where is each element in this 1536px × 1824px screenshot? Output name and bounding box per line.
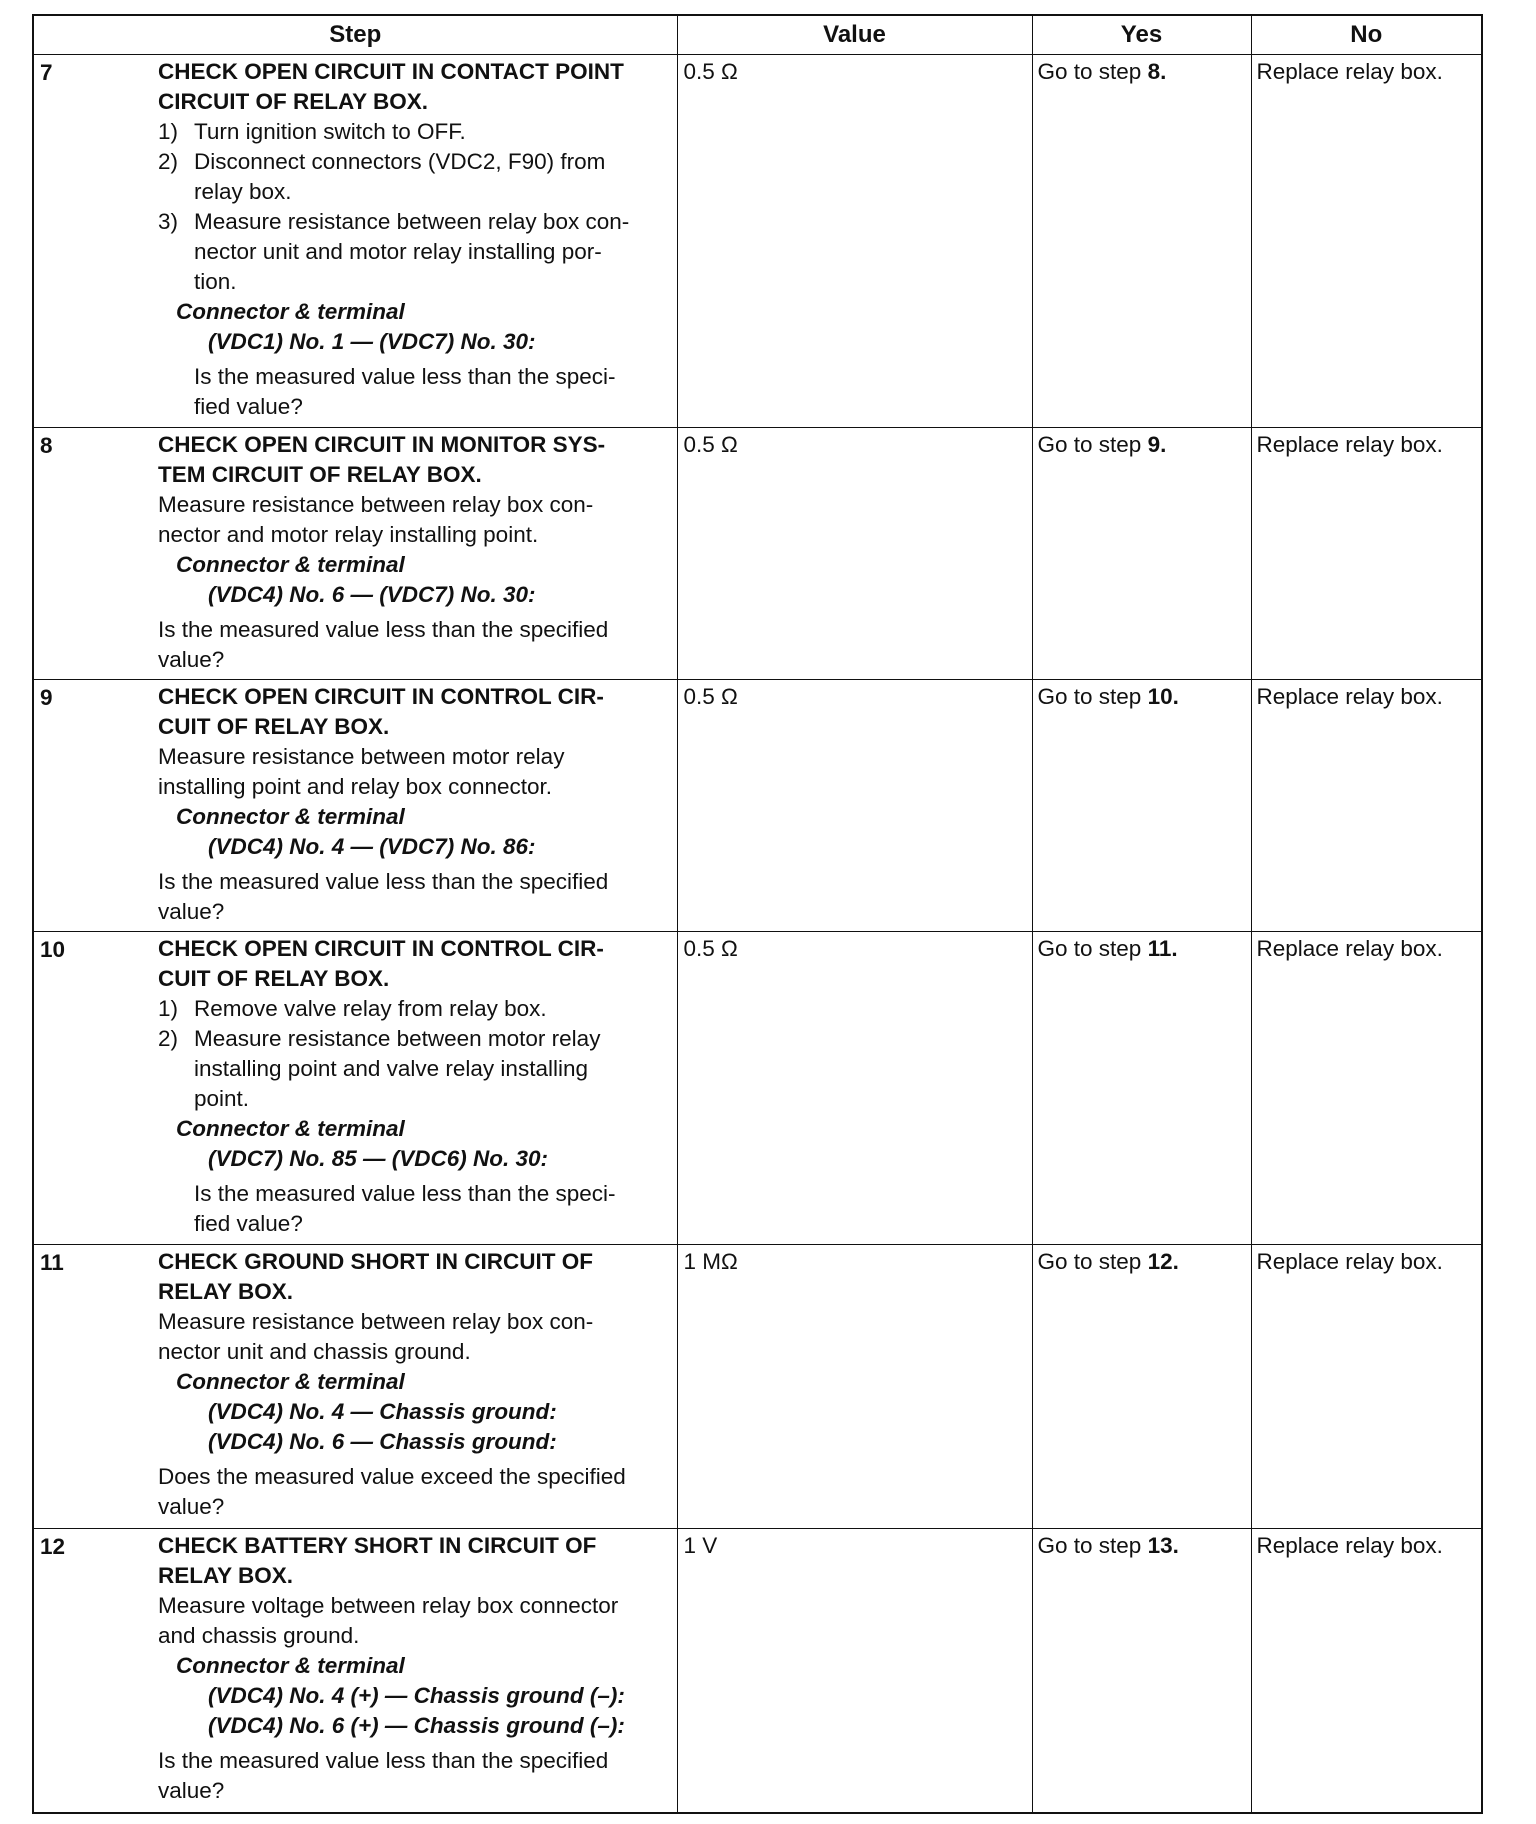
instruction-line: installing point and relay box connector.	[158, 774, 553, 799]
item-number: 1)	[158, 996, 179, 1021]
header-value: Value	[677, 15, 1032, 55]
yes-step-ref: 12.	[1147, 1249, 1179, 1274]
connector-line: (VDC4) No. 6 (+) — Chassis ground (–):	[208, 1713, 625, 1738]
instruction-item	[158, 207, 673, 297]
connector-heading: Connector & terminal	[176, 804, 405, 829]
question-line: fied value?	[194, 394, 303, 419]
yes-text: Go to step	[1037, 1533, 1148, 1558]
question-line: Is the measured value less than the specified	[158, 617, 609, 642]
instruction-line: nector unit and chassis ground.	[158, 1339, 471, 1364]
instruction-item	[158, 994, 673, 1024]
instruction-line: Measure resistance between motor relay	[158, 744, 565, 769]
connector-line: (VDC4) No. 6 — (VDC7) No. 30:	[208, 582, 536, 607]
item-line: tion.	[194, 269, 237, 294]
item-line: Measure resistance between motor relay	[194, 1026, 601, 1051]
item-number: 1)	[158, 119, 179, 144]
step-number: 10	[40, 937, 66, 962]
step-title-line: CHECK OPEN CIRCUIT IN CONTROL CIR-	[158, 936, 604, 961]
question-line: Does the measured value exceed the specified	[158, 1464, 626, 1489]
question-text	[158, 1746, 673, 1806]
question-line: Is the measured value less than the specified	[158, 1748, 609, 1773]
question-text	[158, 362, 673, 422]
value-cell: 0.5 Ω	[677, 932, 1032, 1245]
step-title-line: CHECK OPEN CIRCUIT IN MONITOR SYS-	[158, 432, 606, 457]
item-line: relay box.	[194, 179, 292, 204]
step-title-line: CHECK GROUND SHORT IN CIRCUIT OF	[158, 1249, 593, 1274]
connector-line: (VDC1) No. 1 — (VDC7) No. 30:	[208, 329, 536, 354]
item-number: 3)	[158, 209, 179, 234]
yes-text: Go to step	[1037, 936, 1148, 961]
step-title-line: CHECK BATTERY SHORT IN CIRCUIT OF	[158, 1533, 597, 1558]
table-row	[33, 680, 1482, 932]
table-row	[33, 932, 1482, 1245]
no-cell: Replace relay box.	[1251, 428, 1482, 680]
yes-cell	[1032, 680, 1251, 932]
step-cell	[33, 428, 677, 680]
step-title-line: RELAY BOX.	[158, 1279, 294, 1304]
value-cell: 0.5 Ω	[677, 428, 1032, 680]
question-line: value?	[158, 899, 225, 924]
yes-step-ref: 13.	[1147, 1533, 1179, 1558]
question-text	[158, 615, 673, 675]
instruction-line: Measure resistance between relay box con-	[158, 1309, 594, 1334]
connector-heading: Connector & terminal	[176, 552, 405, 577]
instruction-line: Measure voltage between relay box connector	[158, 1593, 619, 1618]
step-number: 12	[40, 1534, 66, 1559]
step-number: 8	[40, 433, 53, 458]
item-line: Turn ignition switch to OFF.	[194, 119, 466, 144]
question-line: Is the measured value less than the speci-	[194, 1181, 616, 1206]
step-cell	[33, 1529, 677, 1814]
table-header-row	[33, 15, 1482, 55]
step-cell	[33, 55, 677, 428]
yes-step-ref: 10.	[1147, 684, 1179, 709]
step-title-line: CHECK OPEN CIRCUIT IN CONTROL CIR-	[158, 684, 604, 709]
question-line: fied value?	[194, 1211, 303, 1236]
yes-text: Go to step	[1037, 1249, 1148, 1274]
step-title-line: TEM CIRCUIT OF RELAY BOX.	[158, 462, 482, 487]
table-row	[33, 1529, 1482, 1814]
value-cell: 1 V	[677, 1529, 1032, 1814]
step-cell	[33, 1245, 677, 1529]
connector-heading: Connector & terminal	[176, 1116, 405, 1141]
step-title-line: CIRCUIT OF RELAY BOX.	[158, 89, 429, 114]
item-line: Measure resistance between relay box con-	[194, 209, 630, 234]
connector-heading: Connector & terminal	[176, 1653, 405, 1678]
connector-line: (VDC4) No. 4 — (VDC7) No. 86:	[208, 834, 536, 859]
item-line: installing point and valve relay installing	[194, 1056, 588, 1081]
question-text	[158, 1179, 673, 1239]
question-line: Is the measured value less than the speci-	[194, 364, 616, 389]
instruction-item	[158, 1024, 673, 1114]
yes-cell	[1032, 55, 1251, 428]
step-title-line: CHECK OPEN CIRCUIT IN CONTACT POINT	[158, 59, 624, 84]
instruction-item	[158, 117, 673, 147]
no-cell: Replace relay box.	[1251, 1529, 1482, 1814]
yes-step-ref: 11.	[1147, 936, 1178, 961]
connector-line: (VDC4) No. 6 — Chassis ground:	[208, 1429, 557, 1454]
no-cell: Replace relay box.	[1251, 680, 1482, 932]
question-line: Is the measured value less than the specified	[158, 869, 609, 894]
value-cell: 0.5 Ω	[677, 680, 1032, 932]
instruction-item	[158, 147, 673, 207]
connector-heading: Connector & terminal	[176, 299, 405, 324]
step-cell	[33, 680, 677, 932]
step-title-line: CUIT OF RELAY BOX.	[158, 966, 390, 991]
yes-cell	[1032, 428, 1251, 680]
connector-heading: Connector & terminal	[176, 1369, 405, 1394]
header-no: No	[1251, 15, 1482, 55]
table-row	[33, 55, 1482, 428]
connector-line: (VDC4) No. 4 — Chassis ground:	[208, 1399, 557, 1424]
no-cell: Replace relay box.	[1251, 1245, 1482, 1529]
no-cell: Replace relay box.	[1251, 932, 1482, 1245]
item-line: Remove valve relay from relay box.	[194, 996, 547, 1021]
table-row	[33, 428, 1482, 680]
value-cell: 0.5 Ω	[677, 55, 1032, 428]
yes-text: Go to step	[1037, 432, 1148, 457]
yes-cell	[1032, 932, 1251, 1245]
yes-text: Go to step	[1037, 684, 1148, 709]
diagnostic-table-page	[32, 14, 1483, 1814]
header-yes: Yes	[1032, 15, 1251, 55]
question-line: value?	[158, 1494, 225, 1519]
step-title-line: RELAY BOX.	[158, 1563, 294, 1588]
yes-step-ref: 8.	[1147, 59, 1167, 84]
question-line: value?	[158, 1778, 225, 1803]
instruction-line: nector and motor relay installing point.	[158, 522, 539, 547]
diagnostic-steps-table	[32, 14, 1483, 1814]
instruction-line: and chassis ground.	[158, 1623, 360, 1648]
item-number: 2)	[158, 149, 179, 174]
question-line: value?	[158, 647, 225, 672]
value-cell: 1 MΩ	[677, 1245, 1032, 1529]
step-number: 7	[40, 60, 53, 85]
header-step: Step	[33, 15, 677, 55]
table-row	[33, 1245, 1482, 1529]
step-number: 11	[40, 1250, 64, 1275]
item-line: point.	[194, 1086, 250, 1111]
question-text	[158, 1462, 673, 1522]
no-cell: Replace relay box.	[1251, 55, 1482, 428]
yes-text: Go to step	[1037, 59, 1148, 84]
connector-line: (VDC7) No. 85 — (VDC6) No. 30:	[208, 1146, 549, 1171]
step-title-line: CUIT OF RELAY BOX.	[158, 714, 390, 739]
instruction-line: Measure resistance between relay box con-	[158, 492, 594, 517]
step-number: 9	[40, 685, 53, 710]
yes-step-ref: 9.	[1147, 432, 1167, 457]
yes-cell	[1032, 1529, 1251, 1814]
item-line: nector unit and motor relay installing por-	[194, 239, 602, 264]
yes-cell	[1032, 1245, 1251, 1529]
item-line: Disconnect connectors (VDC2, F90) from	[194, 149, 606, 174]
connector-line: (VDC4) No. 4 (+) — Chassis ground (–):	[208, 1683, 625, 1708]
question-text	[158, 867, 673, 927]
item-number: 2)	[158, 1026, 179, 1051]
step-cell	[33, 932, 677, 1245]
